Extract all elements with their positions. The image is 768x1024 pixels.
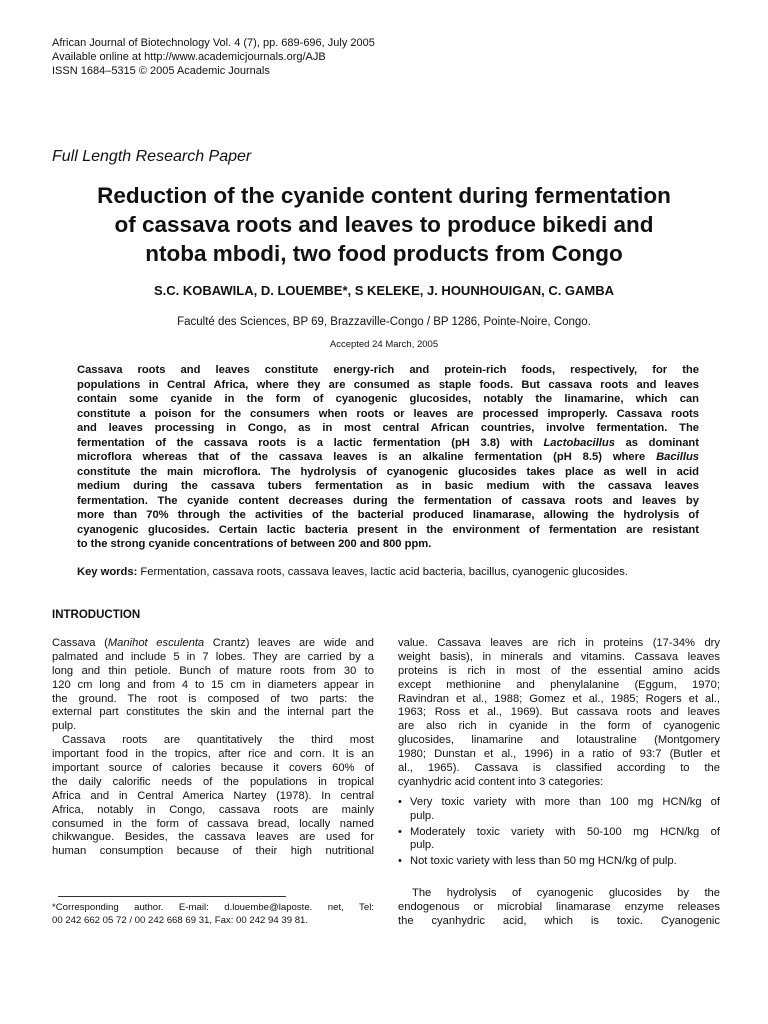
- authors: S.C. KOBAWILA, D. LOUEMBE*, S KELEKE, J. HOUNHOUIGAN, C. GAMBA: [153, 283, 615, 298]
- paragraph-line: The hydrolysis of cyanogenic glucosides by the: [412, 887, 720, 899]
- bullet-line: pulp.: [410, 839, 435, 852]
- paragraph-line: value. Cassava leaves are rich in proteins (17-34% dry: [398, 637, 720, 649]
- bullet-line: [398, 855, 720, 869]
- paragraph-line: endogenous or microbial linamarase enzyme releases: [398, 901, 720, 913]
- paragraph-line: Africa and in Central America Nartey (1978). In central: [52, 789, 374, 802]
- abstract-line: populations in Central Africa, where they are consumed as staple foods. But cassava roots and leaves: [77, 378, 699, 391]
- paragraph-line: Cassava roots are quantitatively the third most: [62, 734, 374, 747]
- bullet-item: [398, 826, 720, 854]
- footnote-line: *Corresponding author. E-mail: d.louembe@laposte. net, Tel:: [52, 902, 374, 913]
- abstract-line: cyanogenic glucosides. Certain lactic bacteria present in the environment of fermentation are resistant: [77, 523, 699, 536]
- paragraph-line: the cyanhydric acid, which is toxic. Cyanogenic: [398, 915, 720, 927]
- paragraph-line: glucosides, linamarine and lotaustraline (Montgomery: [398, 734, 720, 747]
- bullet-text: Not toxic variety with less than 50 mg HCN/kg of pulp.: [410, 855, 677, 868]
- bullet-text: Moderately toxic variety with 50-100 mg HCN/kg of: [410, 825, 720, 838]
- paragraph-line: chikwangue. Besides, the cassava leaves are used for: [52, 831, 374, 844]
- bullet-item: [398, 855, 720, 869]
- paragraph-line: consumed in the form of cassava bread, locally named: [52, 817, 374, 830]
- paragraph-line: cyanhydric acid content into 3 categories:: [398, 775, 604, 788]
- abstract-line: constitute a poison for the consumers when roots or leaves are processed improperly. Cassava roots: [77, 407, 699, 420]
- paragraph-line: al., 1965). Cassava is classified according to the: [398, 762, 720, 775]
- abstract-line: to the strong cyanide concentrations of between 200 and 800 ppm.: [77, 538, 432, 550]
- right-column: [398, 637, 720, 871]
- title-line: ntoba mbodi, two food products from Congo: [145, 241, 623, 266]
- keywords-text: Fermentation, cassava roots, cassava leaves, lactic acid bacteria, bacillus, cyanogenic glucosides.: [137, 566, 628, 578]
- bullet-text: Very toxic variety with more than 100 mg HCN/kg of: [410, 795, 720, 808]
- abstract-line: constitute the main microflora. The hydrolysis of cyanogenic glucosides takes place as well in acid: [77, 465, 699, 478]
- abstract-line: more than 70% through the activities of the bacterial produced linamarase, allowing the hydrolysis of: [77, 509, 699, 521]
- paragraph-line: important food in the tropics, after rice and corn. It is an: [52, 748, 374, 761]
- paragraph-line: 120 cm long and from 4 to 15 cm in diameters appear in: [52, 678, 374, 691]
- affiliation: Faculté des Sciences, BP 69, Brazzaville-Congo / BP 1286, Pointe-Noire, Congo.: [177, 316, 591, 328]
- paragraph-line: Africa, notably in Congo, cassava roots are mainly: [52, 803, 374, 816]
- paragraph-line: palmated and include 5 in 7 lobes. They are carried by a: [52, 650, 374, 663]
- paragraph-line: Ravindran et al., 1988; Gomez et al., 1985; Rogers et al.,: [398, 692, 720, 705]
- paragraph-line: external part constitutes the skin and the internal part the: [52, 706, 374, 719]
- footnote: [52, 901, 374, 927]
- bullet-icon: •: [398, 795, 402, 808]
- paragraph-line: weight basis), in minerals and vitamins. Cassava leaves: [398, 650, 720, 663]
- bullet-line: [398, 826, 720, 840]
- bullet-item: [398, 796, 720, 824]
- paper-title: [40, 181, 728, 268]
- bullet-line: pulp.: [410, 809, 435, 822]
- paragraph-line: the ground. The root is composed of two parts: the: [52, 692, 374, 705]
- paragraph-line: are also rich in cyanide in the form of cyanogenic: [398, 720, 720, 733]
- paragraph-line: proteins is rich in most of the essential amino acids: [398, 664, 720, 677]
- title-line: of cassava roots and leaves to produce bikedi and: [114, 212, 654, 237]
- abstract-line: fermentation of the cassava roots is a lactic fermentation (pH 3.8) with Lactobacillus as dominant: [77, 436, 699, 449]
- bullet-icon: •: [398, 855, 402, 868]
- keywords-label: Key words:: [77, 566, 138, 578]
- bullet-icon: •: [398, 825, 402, 838]
- journal-header: [52, 36, 375, 78]
- paragraph-line: human consumption because of their high nutritional: [52, 845, 374, 858]
- paragraph-line: important source of calories because it covers 60% of: [52, 762, 374, 775]
- paragraph-line: 1980; Dunstan et al., 1996) in a ratio of 93:7 (Butler et: [398, 748, 720, 761]
- abstract-line: fermentation. The cyanide content decreases during the fermentation of cassava roots and leaves by: [77, 494, 699, 507]
- footnote-line: 00 242 662 05 72 / 00 242 668 69 31, Fax: 00 242 94 39 81.: [52, 915, 309, 926]
- right-column-continuation: [398, 886, 720, 928]
- title-line: Reduction of the cyanide content during fermentation: [97, 183, 671, 208]
- abstract-line: microflora whereas that of the cassava leaves is an alkaline fermentation (pH 8.5) where Bacillus: [77, 451, 699, 463]
- paragraph-line: long and thin petiole. Bunch of mature roots from 30 to: [52, 664, 374, 677]
- abstract-line: and leaves processing in Congo, as in most central African countries, involve fermentation. The: [77, 422, 699, 434]
- paragraph-line: pulp.: [52, 720, 77, 733]
- footnote-divider: [58, 896, 286, 897]
- abstract-line: contain some cyanide in the form of cyanogenic glucosides, notably the linamarine, which can: [77, 393, 699, 405]
- paper-type: Full Length Research Paper: [52, 148, 252, 165]
- abstract-line: medium during the cassava tubers fermentation as in basic medium with the cassava leaves: [77, 480, 699, 492]
- paragraph-line: 1963; Ross et al., 1969). But cassava roots and leaves: [398, 706, 720, 719]
- bullet-line: [398, 796, 720, 810]
- journal-url[interactable]: Available online at http://www.academicjournals.org/AJB: [52, 51, 326, 63]
- spacer: [398, 869, 720, 871]
- left-column: [52, 637, 374, 859]
- keywords: [77, 566, 717, 578]
- paragraph-line: Cassava (Manihot esculenta Crantz) leaves are wide and: [52, 637, 374, 649]
- journal-issn: ISSN 1684–5315 © 2005 Academic Journals: [52, 65, 270, 77]
- abstract: [77, 363, 699, 552]
- journal-citation: African Journal of Biotechnology Vol. 4 (7), pp. 689-696, July 2005: [52, 37, 375, 49]
- abstract-line: Cassava roots and leaves constitute energy-rich and protein-rich foods, respectively, for the: [77, 364, 699, 376]
- paragraph-line: the daily calorific needs of the populations in tropical: [52, 775, 374, 788]
- accepted-date: Accepted 24 March, 2005: [329, 339, 439, 350]
- section-heading-introduction: INTRODUCTION: [52, 609, 141, 621]
- paragraph-line: except methionine and phenylalanine (Eggum, 1970;: [398, 678, 720, 691]
